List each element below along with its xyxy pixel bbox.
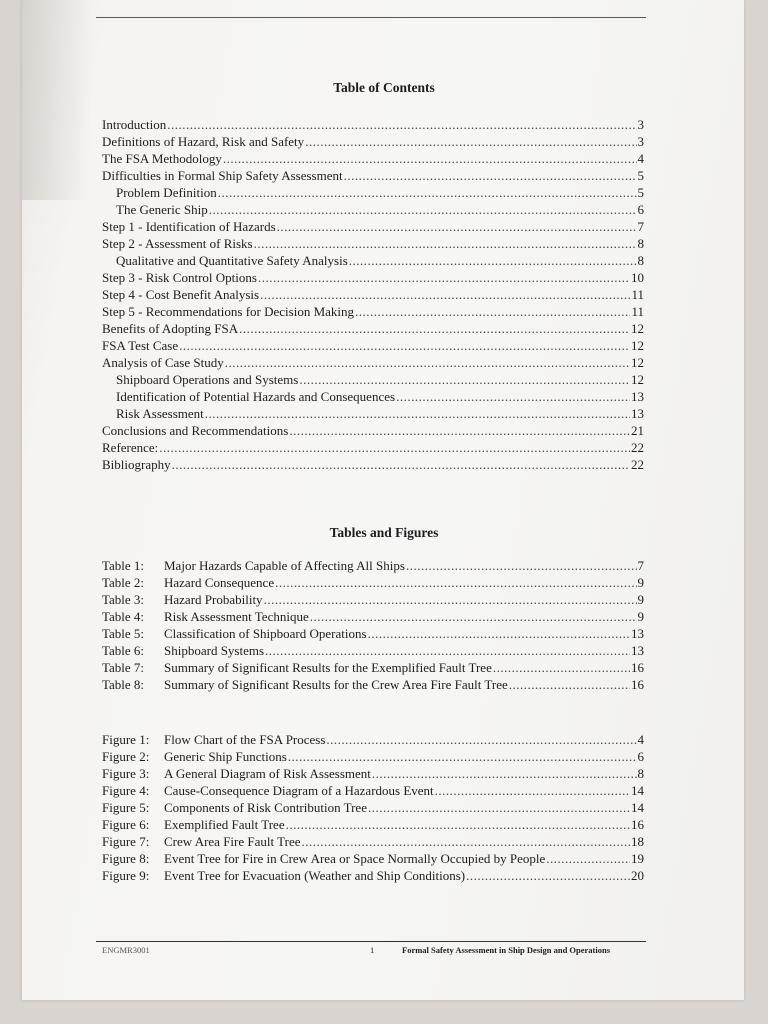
entry-text (102, 591, 263, 608)
entry-page-number: 4 (637, 151, 644, 166)
dot-leader (264, 591, 637, 608)
entry-page-number: 12 (631, 355, 644, 370)
entry-text (102, 320, 238, 337)
entry-label: Step 1 - Identification of Hazards (102, 219, 276, 234)
entry-text (102, 269, 257, 286)
dot-leader (277, 218, 637, 235)
list-entry (102, 659, 644, 676)
entry-code: Figure 4: (102, 783, 150, 798)
entry-label: Risk Assessment (116, 406, 204, 421)
entry-code: Table 5: (102, 626, 145, 641)
entry-code: Figure 8: (102, 851, 150, 866)
entry-text (102, 456, 171, 473)
list-entry (102, 850, 644, 867)
dot-leader (275, 574, 636, 591)
dot-leader (326, 731, 636, 748)
toc-entry (102, 439, 644, 456)
entry-label: Qualitative and Quantitative Safety Analysis (116, 253, 348, 268)
entry-text (102, 659, 492, 676)
entry-text (102, 235, 253, 252)
entry-page-number: 9 (637, 592, 644, 607)
entry-text (102, 765, 371, 782)
entry-page-number: 11 (631, 287, 644, 302)
dot-leader (349, 252, 637, 269)
entry-text (102, 354, 224, 371)
entry-label: The FSA Methodology (102, 151, 222, 166)
entry-page-number: 10 (631, 270, 644, 285)
entry-code: Table 6: (102, 643, 145, 658)
dot-leader (368, 625, 630, 642)
entry-page-number: 22 (631, 457, 644, 472)
entry-page-number: 8 (637, 766, 644, 781)
entry-page-number: 14 (631, 800, 644, 815)
footer-course-code: ENGMR3001 (102, 945, 150, 955)
dot-leader (260, 286, 630, 303)
list-entry (102, 574, 644, 591)
entry-page-number: 3 (637, 117, 644, 132)
entry-code: Figure 6: (102, 817, 150, 832)
tables-list (102, 557, 644, 693)
entry-page-number: 12 (631, 372, 644, 387)
entry-page-number: 7 (637, 558, 644, 573)
dot-leader (301, 833, 630, 850)
entry-page-number: 6 (637, 202, 644, 217)
list-entry (102, 833, 644, 850)
entry-text (102, 371, 298, 388)
toc-entry (102, 320, 644, 337)
dot-leader (493, 659, 630, 676)
entry-text (102, 116, 166, 133)
dot-leader (509, 676, 630, 693)
list-entry (102, 676, 644, 693)
entry-text (102, 201, 208, 218)
entry-label: A General Diagram of Risk Assessment (164, 766, 371, 781)
toc-entry (102, 133, 644, 150)
dot-leader (368, 799, 630, 816)
dot-leader (396, 388, 630, 405)
list-entry (102, 867, 644, 884)
entry-text (102, 150, 222, 167)
dot-leader (223, 150, 637, 167)
entry-code: Table 1: (102, 558, 145, 573)
entry-label: Summary of Significant Results for the Crew Area Fire Fault Tree (164, 677, 508, 692)
entry-text (102, 748, 287, 765)
entry-code: Table 8: (102, 677, 145, 692)
entry-label: Step 2 - Assessment of Risks (102, 236, 253, 251)
list-entry (102, 625, 644, 642)
list-entry (102, 748, 644, 765)
entry-text (102, 252, 348, 269)
entry-page-number: 13 (631, 406, 644, 421)
entry-code: Table 7: (102, 660, 145, 675)
dot-leader (355, 303, 630, 320)
entry-label: Step 5 - Recommendations for Decision Making (102, 304, 355, 319)
toc-entry (102, 303, 644, 320)
figures-list (102, 731, 644, 884)
entry-code: Figure 2: (102, 749, 150, 764)
list-entry (102, 608, 644, 625)
dot-leader (344, 167, 637, 184)
dot-leader (172, 456, 630, 473)
toc-entry (102, 235, 644, 252)
entry-text (102, 167, 343, 184)
entry-label: Conclusions and Recommendations (102, 423, 289, 438)
entry-label: Identification of Potential Hazards and Consequences (116, 389, 396, 404)
entry-page-number: 13 (631, 626, 644, 641)
entry-page-number: 8 (637, 253, 644, 268)
entry-code: Figure 3: (102, 766, 150, 781)
entry-label: FSA Test Case (102, 338, 179, 353)
entry-label: Definitions of Hazard, Risk and Safety (102, 134, 305, 149)
list-entry (102, 642, 644, 659)
list-entry (102, 816, 644, 833)
footer-page-number: 1 (370, 945, 375, 955)
entry-text (102, 557, 405, 574)
entry-page-number: 12 (631, 321, 644, 336)
entry-code: Figure 9: (102, 868, 150, 883)
entry-text (102, 405, 204, 422)
entry-label: Hazard Consequence (164, 575, 275, 590)
dot-leader (310, 608, 637, 625)
entry-label: Summary of Significant Results for the Exemplified Fault Tree (164, 660, 492, 675)
entry-text (102, 218, 276, 235)
dot-leader (435, 782, 630, 799)
list-entry (102, 782, 644, 799)
entry-page-number: 20 (631, 868, 644, 883)
dot-leader (406, 557, 637, 574)
entry-page-number: 4 (637, 732, 644, 747)
entry-code: Table 3: (102, 592, 145, 607)
toc-entry (102, 252, 644, 269)
toc-entry (102, 422, 644, 439)
entry-label: Components of Risk Contribution Tree (164, 800, 367, 815)
entry-label: Exemplified Fault Tree (164, 817, 285, 832)
toc-heading: Table of Contents (333, 80, 435, 95)
entry-page-number: 16 (631, 817, 644, 832)
entry-label: Hazard Probability (164, 592, 263, 607)
list-entry (102, 557, 644, 574)
entry-label: Introduction (102, 117, 167, 132)
entry-code: Table 4: (102, 609, 145, 624)
toc-entry (102, 371, 644, 388)
dot-leader (289, 422, 630, 439)
footer-rule (96, 941, 646, 942)
toc-entry (102, 388, 644, 405)
entry-label: Event Tree for Fire in Crew Area or Space Normally Occupied by People (164, 851, 546, 866)
entry-label: Problem Definition (116, 185, 217, 200)
dot-leader (218, 184, 637, 201)
entry-label: Benefits of Adopting FSA (102, 321, 239, 336)
entry-text (102, 422, 288, 439)
toc-entry (102, 286, 644, 303)
entry-label: Cause-Consequence Diagram of a Hazardous Event (164, 783, 434, 798)
dot-leader (159, 439, 630, 456)
entry-label: Step 4 - Cost Benefit Analysis (102, 287, 260, 302)
entry-text (102, 574, 274, 591)
toc-entry (102, 456, 644, 473)
entry-text (102, 286, 259, 303)
entry-text (102, 337, 178, 354)
toc-entry (102, 269, 644, 286)
dot-leader (225, 354, 630, 371)
entry-label: Step 3 - Risk Control Options (102, 270, 257, 285)
dot-leader (305, 133, 636, 150)
toc-entry (102, 337, 644, 354)
toc-entry (102, 405, 644, 422)
entry-text (102, 388, 395, 405)
dot-leader (205, 405, 630, 422)
header-rule (96, 17, 646, 18)
toc-entry (102, 116, 644, 133)
dot-leader (288, 748, 637, 765)
dot-leader (209, 201, 637, 218)
dot-leader (239, 320, 630, 337)
entry-text (102, 642, 264, 659)
toc-entry (102, 201, 644, 218)
entry-code: Figure 5: (102, 800, 150, 815)
dot-leader (546, 850, 630, 867)
list-entry (102, 731, 644, 748)
entry-text (102, 439, 158, 456)
dot-leader (258, 269, 630, 286)
entry-text (102, 184, 217, 201)
entry-label: Bibliography (102, 457, 171, 472)
entry-page-number: 9 (637, 575, 644, 590)
entry-label: The Generic Ship (116, 202, 208, 217)
entry-label: Event Tree for Evacuation (Weather and Ship Conditions) (164, 868, 466, 883)
entry-label: Difficulties in Formal Ship Safety Assessment (102, 168, 343, 183)
entry-page-number: 22 (631, 440, 644, 455)
toc-entry (102, 150, 644, 167)
entry-text (102, 133, 304, 150)
dot-leader (167, 116, 636, 133)
entry-page-number: 8 (637, 236, 644, 251)
list-entry (102, 765, 644, 782)
entry-label: Classification of Shipboard Operations (164, 626, 367, 641)
entry-text (102, 816, 285, 833)
toc-entry (102, 354, 644, 371)
dot-leader (286, 816, 630, 833)
entry-label: Flow Chart of the FSA Process (164, 732, 326, 747)
list-entry (102, 591, 644, 608)
entry-page-number: 7 (637, 219, 644, 234)
entry-text (102, 303, 354, 320)
entry-text (102, 731, 325, 748)
entry-text (102, 833, 300, 850)
entry-page-number: 9 (637, 609, 644, 624)
entry-page-number: 21 (631, 423, 644, 438)
entry-page-number: 14 (631, 783, 644, 798)
entry-label: Generic Ship Functions (164, 749, 287, 764)
entry-page-number: 6 (637, 749, 644, 764)
entry-label: Shipboard Systems (164, 643, 265, 658)
toc-entry (102, 184, 644, 201)
entry-label: Risk Assessment Technique (164, 609, 309, 624)
entry-page-number: 13 (631, 643, 644, 658)
entry-text (102, 850, 545, 867)
entry-label: Major Hazards Capable of Affecting All Ships (164, 558, 405, 573)
entry-code: Figure 7: (102, 834, 150, 849)
entry-label: Shipboard Operations and Systems (116, 372, 299, 387)
entry-page-number: 16 (631, 660, 644, 675)
entry-label: Analysis of Case Study (102, 355, 224, 370)
footer-title: Formal Safety Assessment in Ship Design and Operations (402, 945, 611, 955)
entry-page-number: 19 (631, 851, 644, 866)
dot-leader (265, 642, 630, 659)
toc-list (102, 116, 644, 473)
dot-leader (254, 235, 637, 252)
entry-page-number: 18 (631, 834, 644, 849)
entry-text (102, 782, 434, 799)
entry-label: Reference: (102, 440, 159, 455)
toc-entry (102, 218, 644, 235)
entry-page-number: 13 (631, 389, 644, 404)
entry-page-number: 3 (637, 134, 644, 149)
entry-page-number: 5 (637, 168, 644, 183)
entry-page-number: 16 (631, 677, 644, 692)
entry-page-number: 5 (637, 185, 644, 200)
entry-text (102, 625, 367, 642)
entry-label: Crew Area Fire Fault Tree (164, 834, 301, 849)
dot-leader (372, 765, 637, 782)
dot-leader (179, 337, 630, 354)
entry-code: Figure 1: (102, 732, 150, 747)
list-entry (102, 799, 644, 816)
entry-code: Table 2: (102, 575, 145, 590)
tables-figures-heading: Tables and Figures (329, 525, 439, 540)
entry-page-number: 12 (631, 338, 644, 353)
entry-text (102, 676, 508, 693)
entry-text (102, 867, 465, 884)
entry-text (102, 799, 367, 816)
dot-leader (299, 371, 630, 388)
entry-text (102, 608, 309, 625)
entry-page-number: 11 (631, 304, 644, 319)
toc-entry (102, 167, 644, 184)
dot-leader (466, 867, 630, 884)
